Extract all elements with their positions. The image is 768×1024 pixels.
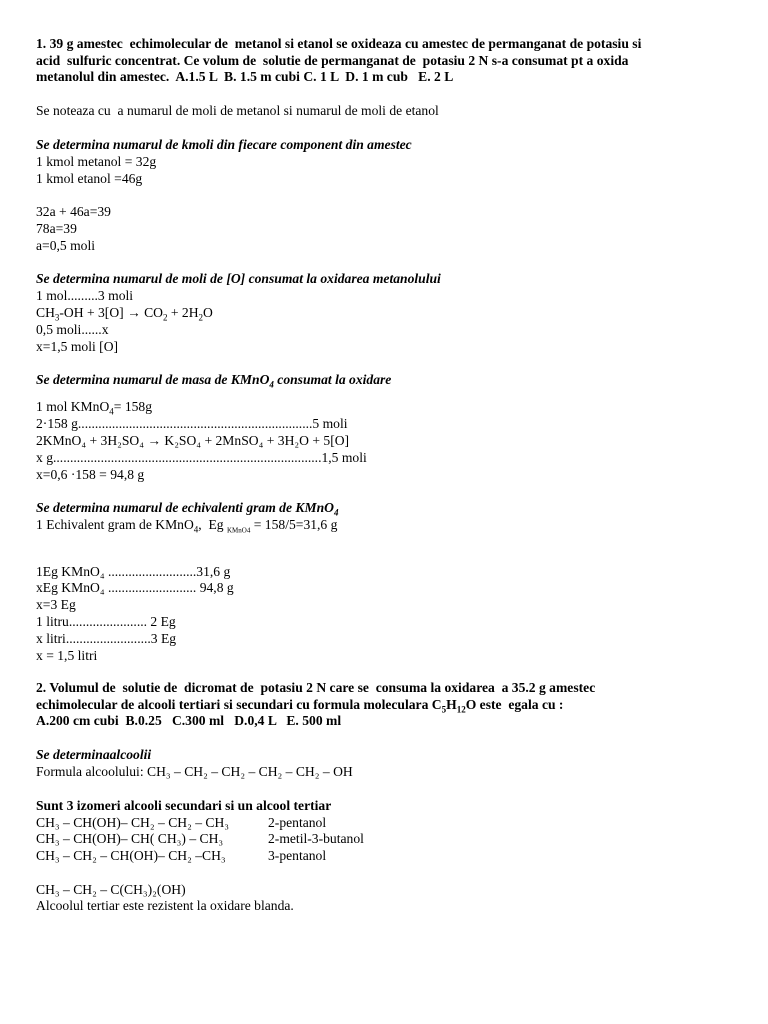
- result-mass-kmno4: x=0,6 ·158 = 94,8 g: [36, 467, 145, 482]
- eg-31-line: 1Eg KMnO₄ ..........................31,6 g: [36, 564, 231, 579]
- result-litri: x = 1,5 litri: [36, 648, 98, 663]
- equation-78a: 78a=39: [36, 221, 77, 236]
- problem1-statement-line2: acid sulfuric concentrat. Ce volum de solutie de permanganat de potasiu 2 N s-a consumat pt a oxida: [36, 53, 629, 68]
- tertiary-alcohol-formula: CH₃ – CH₂ – C(CH₃)₂(OH): [36, 882, 186, 897]
- result-moli-o: x=1,5 moli [O]: [36, 339, 119, 354]
- kmol-metanol: 1 kmol metanol = 32g: [36, 154, 157, 169]
- echivalent-gram-definition: 1 Echivalent gram de KMnO$_4$, Eg $_{KMnO4}$ = 158/5=31,6 g: [36, 517, 338, 535]
- litru-2eg-line: 1 litru....................... 2 Eg: [36, 614, 176, 629]
- result-a: a=0,5 moli: [36, 238, 96, 253]
- result-x-eg: x=3 Eg: [36, 597, 76, 612]
- xeg-94-line: xEg KMnO₄ .......................... 94,8 g: [36, 580, 234, 595]
- litri-3eg-line: x litri.........................3 Eg: [36, 631, 177, 646]
- kmol-etanol: 1 kmol etanol =46g: [36, 171, 143, 186]
- isomer-row: CH₃ – CH(OH)– CH₂ – CH₂ – CH₃ 2-pentanol: [36, 815, 327, 830]
- section-moli-o-title: Se determina numarul de moli de [O] consumat la oxidarea metanolului: [36, 271, 441, 286]
- section-masa-kmno4-title: Se determina numarul de masa de KMnO$_4$ consumat la oxidare: [36, 372, 392, 390]
- section-kmoli-title: Se determina numarul de kmoli din fiecare component din amestec: [36, 137, 412, 152]
- mass-5-moli-line: 2·158 g.....................................................................5 moli: [36, 416, 348, 431]
- equation-32a-46a: 32a + 46a=39: [36, 204, 111, 219]
- section-echivalenti-title: Se determina numarul de echivalenti gram de KMnO$_4$: [36, 500, 339, 518]
- problem1-note: Se noteaza cu a numarul de moli de metanol si numarul de moli de etanol: [36, 103, 439, 118]
- isomer-row: CH₃ – CH(OH)– CH( CH₃) – CH₃ 2-metil-3-butanol: [36, 831, 364, 846]
- alcohol-formula: Formula alcoolului: CH₃ – CH₂ – CH₂ – CH₂ – CH₂ – OH: [36, 764, 353, 779]
- mol-kmno4-mass: 1 mol KMnO$_4$= 158g: [36, 399, 153, 417]
- problem2-answers: A.200 cm cubi B.0.25 C.300 ml D.0,4 L E. 500 ml: [36, 713, 342, 728]
- isomer-row: CH₃ – CH₂ – CH(OH)– CH₂ –CH₃ 3-pentanol: [36, 848, 327, 863]
- problem1-statement-line3: metanolul din amestec. A.1.5 L B. 1.5 m cubi C. 1 L D. 1 m cub E. 2 L: [36, 69, 454, 84]
- x-g-line: x g...............................................................................1,5 moli: [36, 450, 367, 465]
- section-izomeri-title: Sunt 3 izomeri alcooli secundari si un alcool tertiar: [36, 798, 332, 813]
- mol-ratio-line: 1 mol.........3 moli: [36, 288, 134, 303]
- problem2-statement-line2: echimolecular de alcooli tertiari si secundari cu formula moleculara $C_5H_{12}O$ este egala cu :: [36, 697, 564, 715]
- conclusion: Alcoolul tertiar este rezistent la oxidare blanda.: [36, 898, 294, 913]
- problem1-statement-line1: 1. 39 g amestec echimolecular de metanol si etanol se oxideaza cu amestec de permanganat de potasiu si: [36, 36, 642, 51]
- moli-x-line: 0,5 moli......x: [36, 322, 109, 337]
- oxidation-metanol-equation: $CH_3-OH + 3[O] \to CO_2 + 2H_2O$: [36, 305, 213, 323]
- section-alcooli-title: Se determinaalcoolii: [36, 747, 152, 762]
- problem2-statement-line1: 2. Volumul de solutie de dicromat de potasiu 2 N care se consuma la oxidarea a 35.2 g amestec: [36, 680, 596, 695]
- kmno4-reaction-equation: 2KMnO₄ + 3H₂SO₄ → K₂SO₄ + 2MnSO₄ + 3H₂O + 5[O]: [36, 433, 350, 448]
